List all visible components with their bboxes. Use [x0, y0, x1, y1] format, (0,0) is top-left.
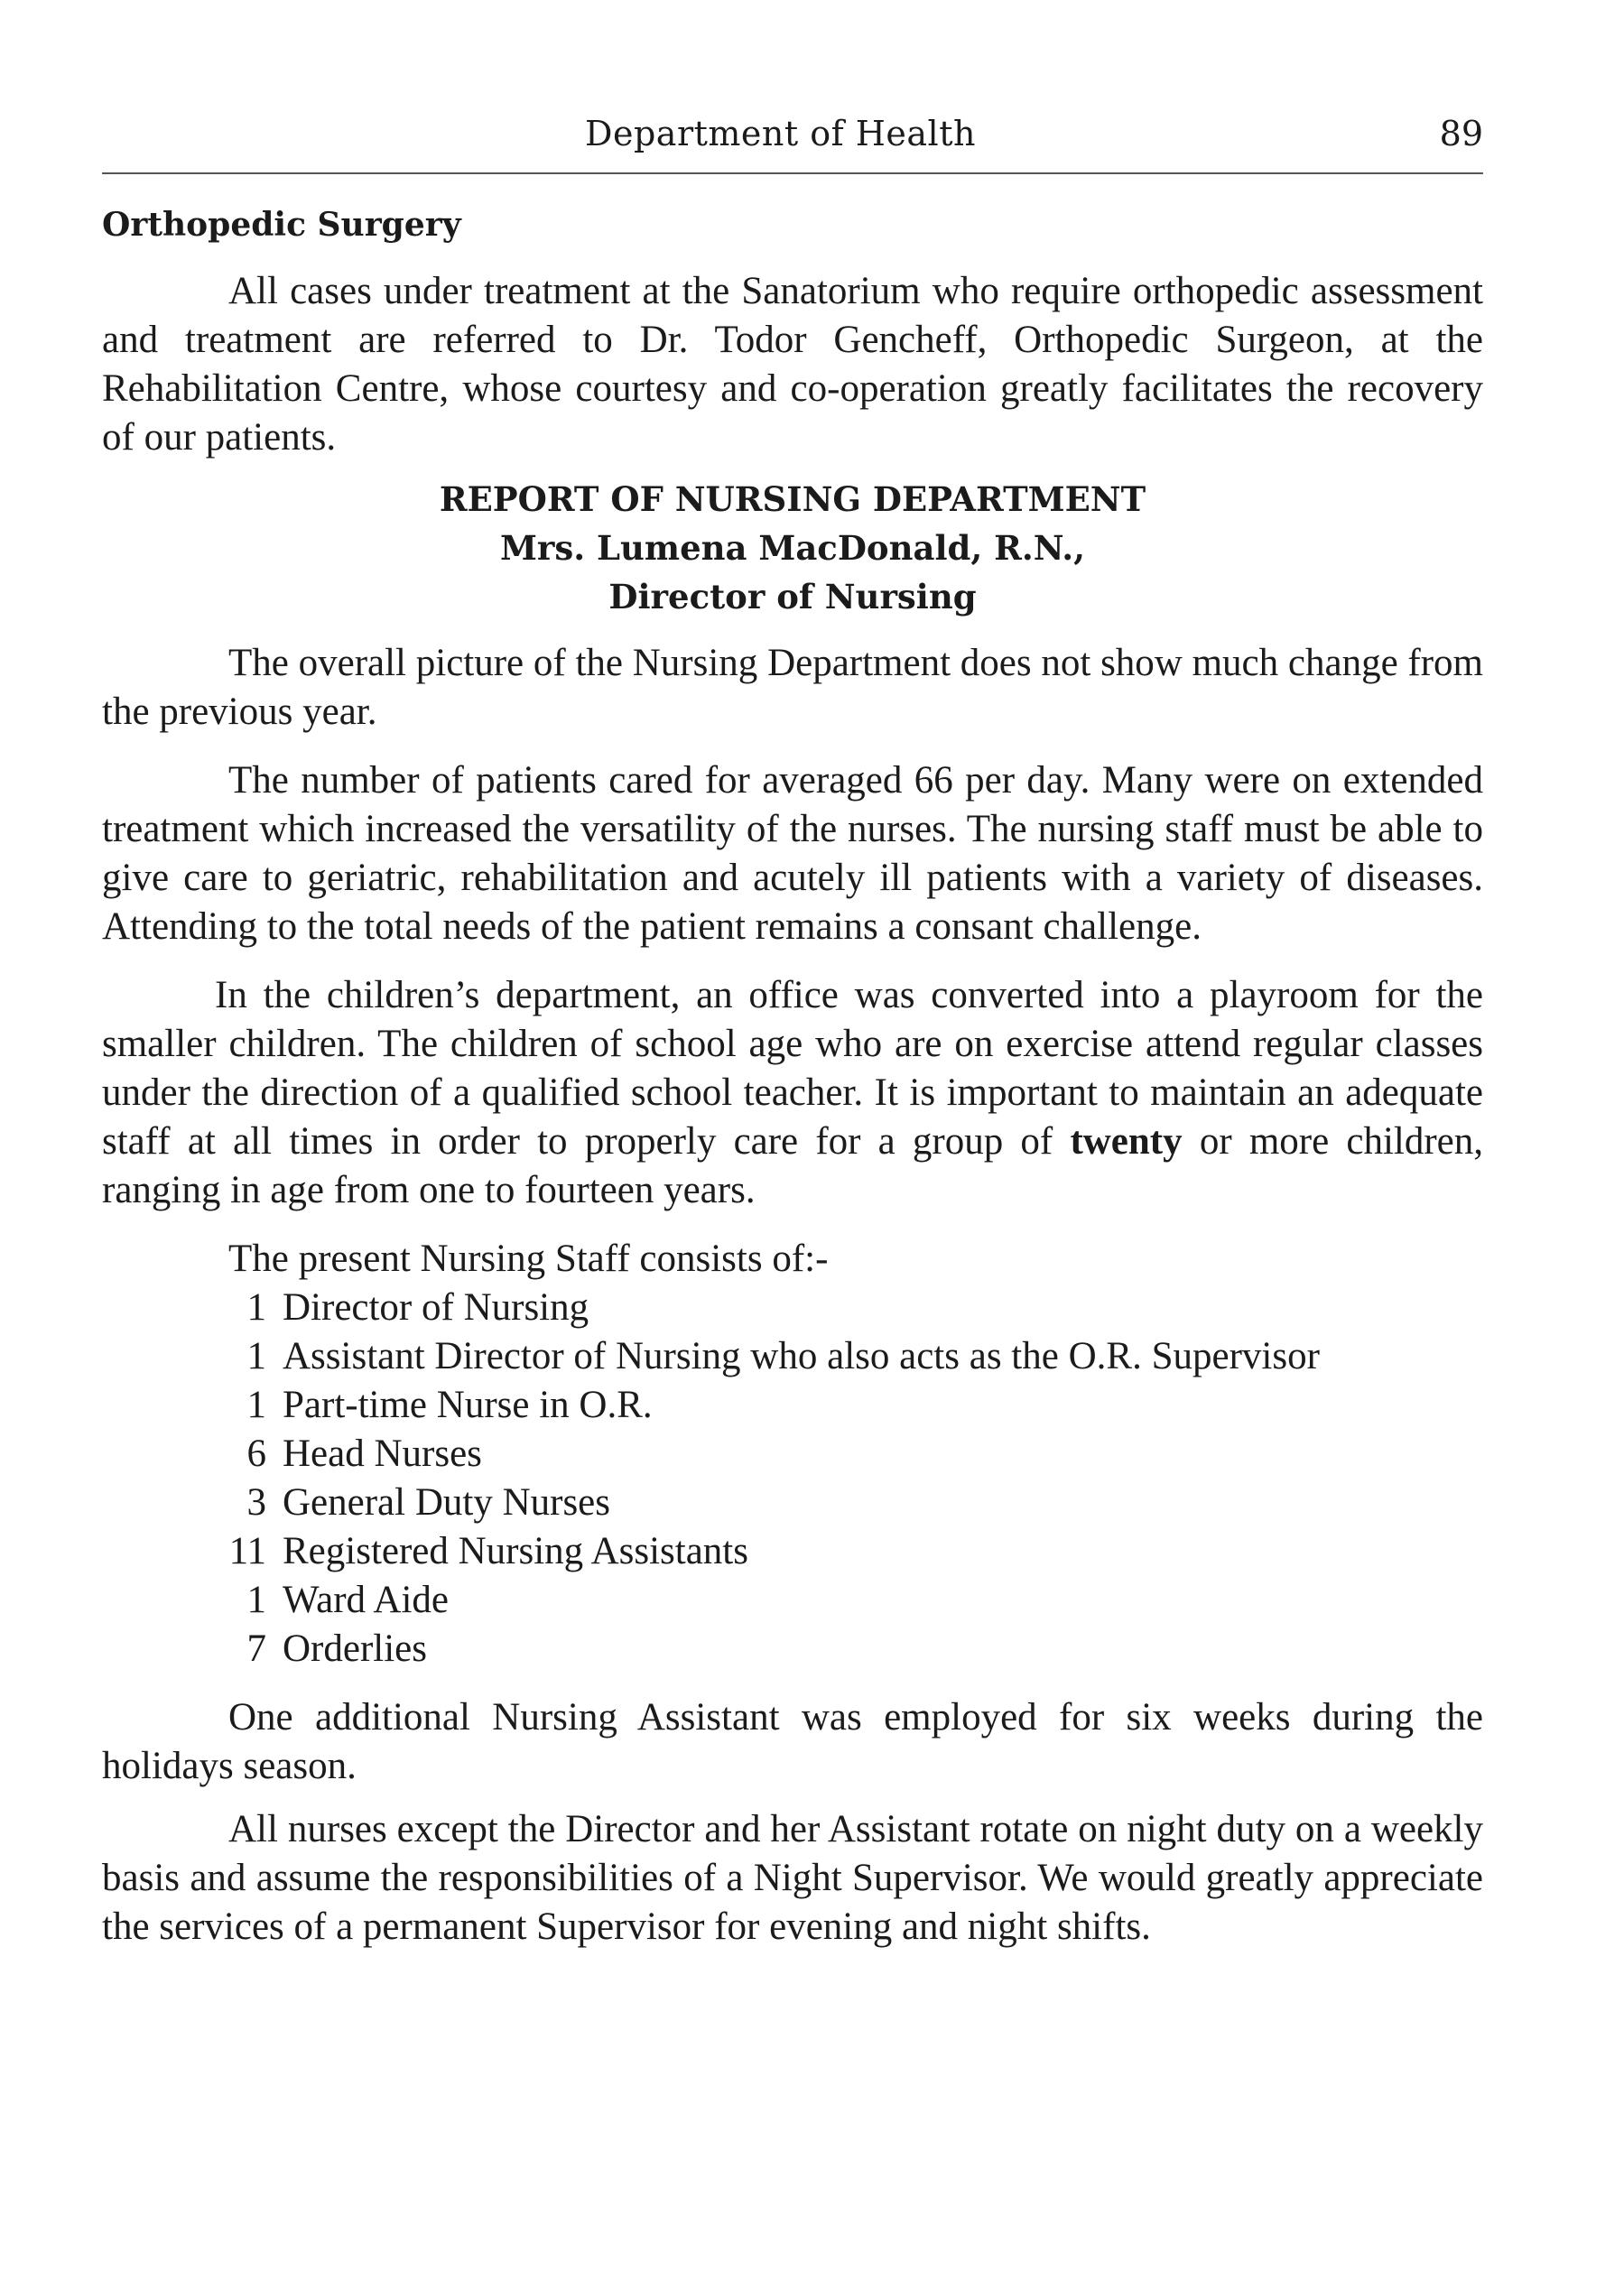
section-heading: Orthopedic Surgery — [102, 206, 461, 244]
paragraph-overall: The overall picture of the Nursing Department does not show much change from the previous year. — [102, 642, 1483, 733]
staff-count: 1 — [246, 1384, 266, 1426]
page-number: 89 — [1439, 114, 1483, 153]
staff-role: Director of Nursing — [283, 1286, 589, 1329]
staff-count: 6 — [246, 1433, 266, 1475]
report-role: Director of Nursing — [608, 577, 977, 617]
running-header: Department of Health — [585, 114, 976, 153]
page-body — [102, 200, 1483, 1952]
staff-role: Ward Aide — [283, 1579, 450, 1621]
staff-intro: The present Nursing Staff consists of:- — [228, 1238, 829, 1280]
children-text-bold: twenty — [1070, 1120, 1183, 1163]
staff-count: 1 — [246, 1579, 266, 1621]
report-author: Mrs. Lumena MacDonald, R.N., — [499, 528, 1086, 568]
staff-count: 1 — [246, 1335, 266, 1377]
staff-role: Part-time Nurse in O.R. — [283, 1384, 653, 1426]
staff-role: General Duty Nurses — [283, 1481, 611, 1524]
paragraph-children — [102, 971, 1483, 1215]
paragraph-patients: The number of patients cared for averaged 66 per day. Many were on extended treatment which increased the versatility of the nurses. The nursing staff must be able to give care to geriatric, rehabilitation and acutely ill patients with a variety of diseases. Attending to the total needs of the patient remains a consant challenge. — [102, 759, 1483, 948]
staff-list-item — [102, 1430, 1483, 1479]
report-heading-block — [102, 475, 1483, 621]
staff-list-item — [102, 1381, 1483, 1430]
staff-list-item — [102, 1332, 1483, 1381]
report-title: REPORT OF NURSING DEPARTMENT — [439, 479, 1146, 519]
staff-role: Orderlies — [283, 1627, 427, 1670]
paragraph-additional: One additional Nursing Assistant was employed for six weeks during the holidays season. — [102, 1696, 1483, 1787]
staff-list-item — [102, 1479, 1483, 1527]
staff-role: Assistant Director of Nursing who also acts as the O.R. Supervisor — [283, 1335, 1320, 1377]
staff-count: 1 — [246, 1286, 266, 1329]
staff-list-item — [102, 1576, 1483, 1625]
staff-count: 11 — [228, 1530, 266, 1572]
staff-count: 3 — [246, 1481, 266, 1524]
children-text-end: or more children, ranging in age from one to fourteen years. — [102, 1120, 1483, 1211]
paragraph-night-duty: All nurses except the Director and her Assistant rotate on night duty on a weekly basis and assume the responsibilities of a Night Supervisor. We would greatly appreciate the services of a permanent Supervisor for evening and night shifts. — [102, 1808, 1483, 1948]
staff-role: Registered Nursing Assistants — [283, 1530, 748, 1572]
staff-role: Head Nurses — [283, 1433, 482, 1475]
children-text-start: In the children’s department, an office was converted into a playroom for the smaller children. The children of school age who are on exercise attend regular classes under the direction of a qualified school teacher. It is important to maintain an adequate staff at all times in order to properly care for a group of — [102, 974, 1483, 1163]
staff-count: 7 — [246, 1627, 266, 1670]
ortho-paragraph: All cases under treatment at the Sanatorium who require orthopedic assessment and treatment are referred to Dr. Todor Gencheff, Orthopedic Surgeon, at the Rehabilitation Centre, whose courtesy and co-operation greatly facilitates the recovery of our patients. — [102, 270, 1483, 459]
header-rule — [102, 172, 1483, 174]
staff-list-item — [102, 1284, 1483, 1332]
staff-list-item — [102, 1625, 1483, 1674]
staff-list — [102, 1284, 1483, 1674]
staff-list-item — [102, 1527, 1483, 1576]
